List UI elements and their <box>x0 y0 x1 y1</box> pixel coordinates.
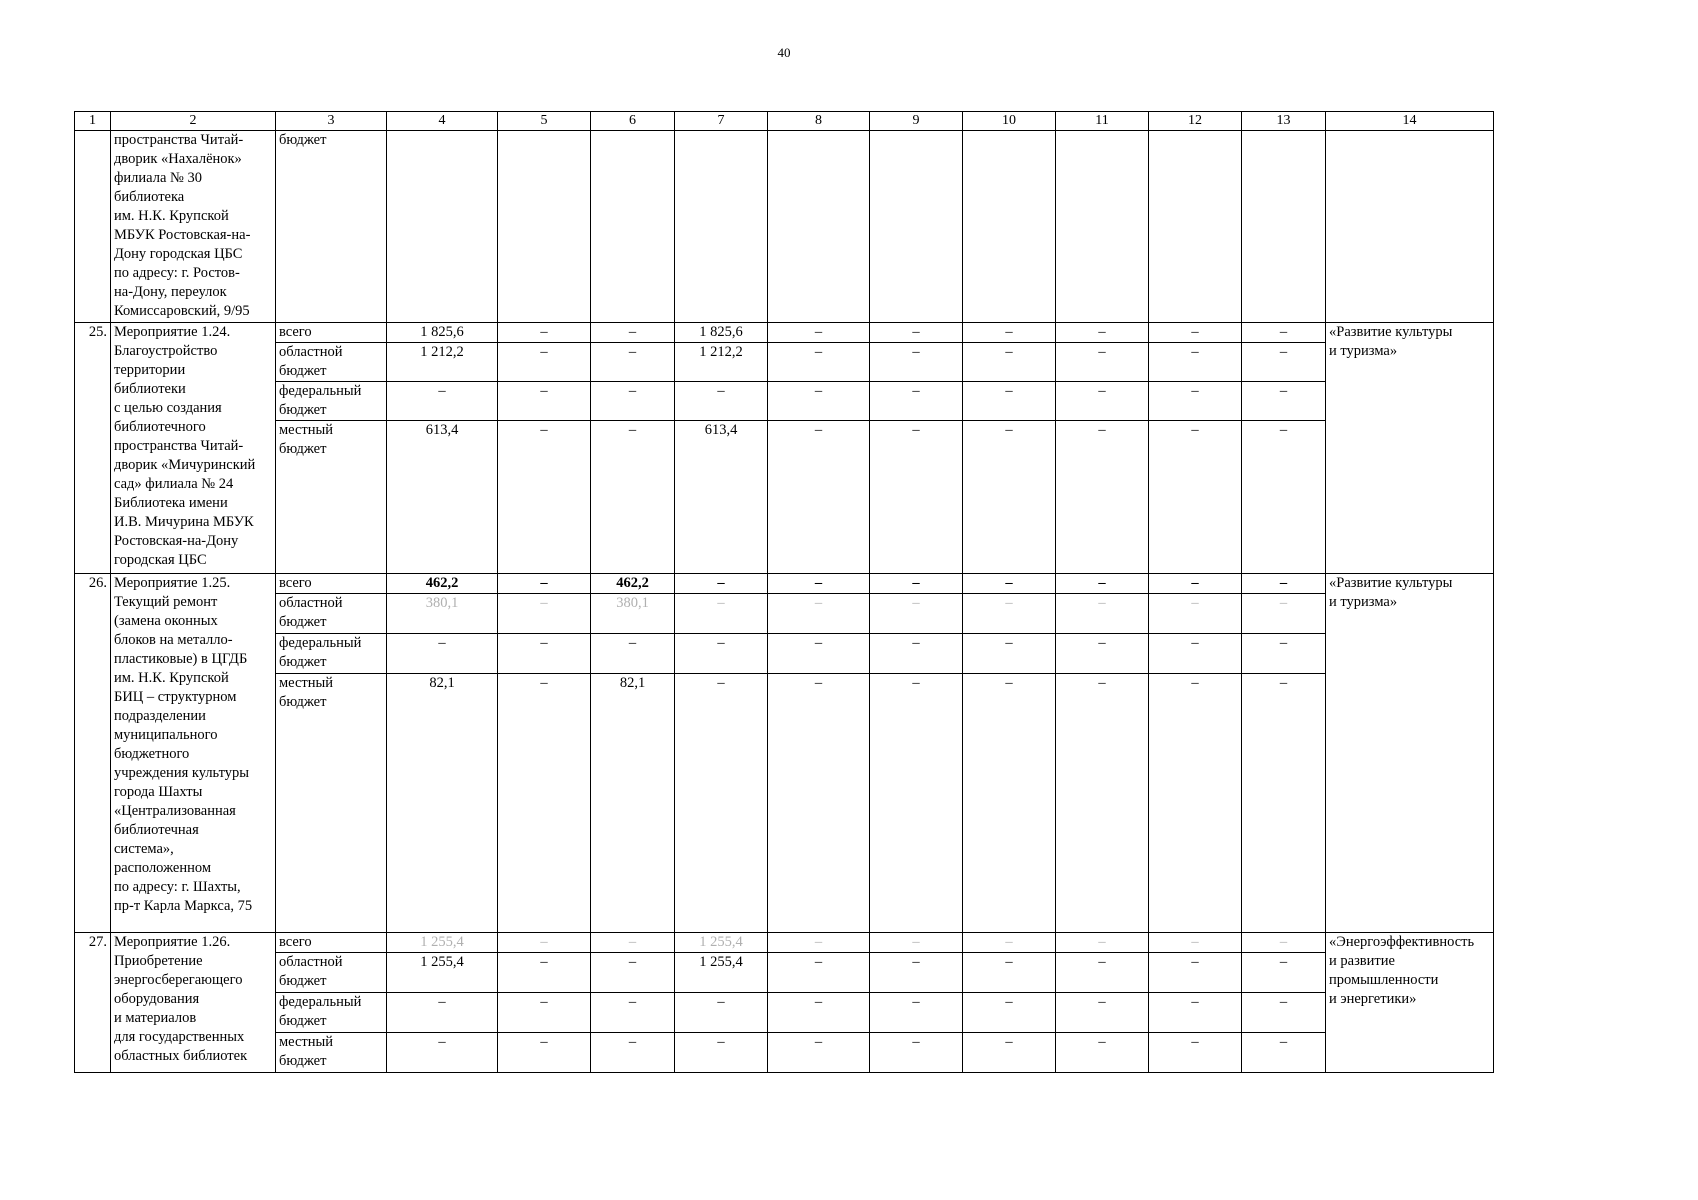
value-cell: – <box>768 993 870 1033</box>
table-row <box>75 421 1494 574</box>
value-cell: – <box>768 594 870 634</box>
value-cell: – <box>768 1033 870 1073</box>
value-cell: – <box>387 382 498 421</box>
funding-source-cell: всего <box>276 574 387 594</box>
value-cell: – <box>870 421 963 574</box>
value-cell: – <box>1149 343 1242 382</box>
funding-source-cell: всего <box>276 933 387 953</box>
value-cell: – <box>1242 1033 1326 1073</box>
value-cell: – <box>870 382 963 421</box>
value-cell: – <box>498 382 591 421</box>
continuation-row <box>75 131 1494 323</box>
program-cell: «Энергоэффективность и развитие промышленности и энергетики» <box>1326 933 1494 1073</box>
value-cell: – <box>768 421 870 574</box>
funding-source-cell: местный бюджет <box>276 674 387 933</box>
value-cell: – <box>1242 323 1326 343</box>
value-cell <box>768 131 870 323</box>
value-cell: – <box>963 323 1056 343</box>
value-cell: – <box>591 953 675 993</box>
value-cell: – <box>675 634 768 674</box>
value-cell: – <box>1242 634 1326 674</box>
value-cell: – <box>1242 594 1326 634</box>
value-cell: – <box>1056 574 1149 594</box>
value-cell <box>1242 131 1326 323</box>
value-cell: – <box>387 1033 498 1073</box>
value-cell: 1 825,6 <box>675 323 768 343</box>
value-cell: 82,1 <box>591 674 675 933</box>
value-cell: – <box>1056 323 1149 343</box>
value-cell: – <box>963 1033 1056 1073</box>
measure-name-cell: пространства Читай- дворик «Нахалёнок» филиала № 30 библиотека им. Н.К. Крупской МБУК Ростовская-на- Дону городская ЦБС по адресу: г. Ростов- на-Дону, переулок Комиссаровский, 9/95 <box>111 131 276 323</box>
value-cell: – <box>675 1033 768 1073</box>
value-cell: – <box>870 323 963 343</box>
value-cell: – <box>1149 594 1242 634</box>
page-number: 40 <box>777 45 791 60</box>
column-header: 13 <box>1242 112 1326 131</box>
table-row <box>75 674 1494 933</box>
value-cell: – <box>498 323 591 343</box>
value-cell: 380,1 <box>591 594 675 634</box>
value-cell: – <box>768 933 870 953</box>
value-cell: – <box>498 674 591 933</box>
value-cell: – <box>1242 343 1326 382</box>
value-cell: – <box>963 343 1056 382</box>
value-cell: – <box>870 674 963 933</box>
value-cell: – <box>1056 421 1149 574</box>
value-cell: – <box>1149 574 1242 594</box>
value-cell: – <box>591 323 675 343</box>
value-cell: – <box>498 953 591 993</box>
value-cell: – <box>870 634 963 674</box>
column-header: 6 <box>591 112 675 131</box>
value-cell: – <box>675 574 768 594</box>
value-cell <box>1056 131 1149 323</box>
value-cell: – <box>963 634 1056 674</box>
value-cell: – <box>870 953 963 993</box>
value-cell: – <box>768 574 870 594</box>
value-cell: – <box>675 993 768 1033</box>
value-cell: – <box>1149 421 1242 574</box>
value-cell: – <box>387 634 498 674</box>
value-cell: – <box>1149 993 1242 1033</box>
value-cell: – <box>963 674 1056 933</box>
value-cell: – <box>870 993 963 1033</box>
table-row <box>75 574 1494 594</box>
funding-source-cell: местный бюджет <box>276 421 387 574</box>
value-cell: – <box>591 421 675 574</box>
column-header: 5 <box>498 112 591 131</box>
value-cell <box>387 131 498 323</box>
value-cell: – <box>963 933 1056 953</box>
value-cell: – <box>1242 674 1326 933</box>
funding-source-cell: федеральный бюджет <box>276 993 387 1033</box>
table-row <box>75 382 1494 421</box>
row-number-cell: 25. <box>75 323 111 574</box>
funding-source-cell: местный бюджет <box>276 1033 387 1073</box>
column-header: 8 <box>768 112 870 131</box>
value-cell: – <box>963 594 1056 634</box>
value-cell: 462,2 <box>591 574 675 594</box>
value-cell: – <box>387 993 498 1033</box>
value-cell: – <box>1242 421 1326 574</box>
funding-source-cell: областной бюджет <box>276 594 387 634</box>
value-cell: – <box>1242 574 1326 594</box>
value-cell <box>963 131 1056 323</box>
funding-source-cell: всего <box>276 323 387 343</box>
value-cell: 1 255,4 <box>675 933 768 953</box>
value-cell: 1 255,4 <box>387 933 498 953</box>
measure-name-cell: Мероприятие 1.25. Текущий ремонт (замена оконных блоков на металло- пластиковые) в ЦГДБ им. Н.К. Крупской БИЦ – структурном подразделении муниципального бюджетного учреждения культуры города Шахты «Централизованная библиотечная система», расположенном по адресу: г. Шахты, пр-т Карла Маркса, 75 <box>111 574 276 933</box>
value-cell: – <box>1149 953 1242 993</box>
table-row <box>75 634 1494 674</box>
value-cell: – <box>498 993 591 1033</box>
value-cell: 82,1 <box>387 674 498 933</box>
table-row <box>75 594 1494 634</box>
funding-source-cell: областной бюджет <box>276 343 387 382</box>
value-cell: – <box>591 1033 675 1073</box>
value-cell: – <box>870 933 963 953</box>
value-cell: 462,2 <box>387 574 498 594</box>
column-header: 4 <box>387 112 498 131</box>
value-cell: – <box>1149 1033 1242 1073</box>
table-row <box>75 1033 1494 1073</box>
value-cell: – <box>591 343 675 382</box>
funding-source-cell: бюджет <box>276 131 387 323</box>
value-cell: – <box>675 594 768 634</box>
table-row <box>75 933 1494 953</box>
value-cell: – <box>498 634 591 674</box>
value-cell <box>591 131 675 323</box>
value-cell: – <box>963 953 1056 993</box>
value-cell: – <box>1242 382 1326 421</box>
value-cell: 1 212,2 <box>387 343 498 382</box>
value-cell: – <box>1056 674 1149 933</box>
value-cell: – <box>768 953 870 993</box>
value-cell: – <box>870 574 963 594</box>
column-header: 12 <box>1149 112 1242 131</box>
value-cell: – <box>768 382 870 421</box>
value-cell: – <box>498 421 591 574</box>
measure-name-cell: Мероприятие 1.24. Благоустройство территории библиотеки с целью создания библиотечного пространства Читай- дворик «Мичуринский сад» филиала № 24 Библиотека имени И.В. Мичурина МБУК Ростовская-на-Дону городская ЦБС <box>111 323 276 574</box>
program-cell: «Развитие культуры и туризма» <box>1326 323 1494 574</box>
value-cell: – <box>1242 993 1326 1033</box>
column-header: 10 <box>963 112 1056 131</box>
value-cell: – <box>768 323 870 343</box>
program-cell: «Развитие культуры и туризма» <box>1326 574 1494 933</box>
value-cell: – <box>675 674 768 933</box>
value-cell: – <box>1056 1033 1149 1073</box>
value-cell: – <box>591 993 675 1033</box>
value-cell: – <box>1056 382 1149 421</box>
value-cell: 613,4 <box>387 421 498 574</box>
value-cell: 1 255,4 <box>675 953 768 993</box>
value-cell: – <box>1056 953 1149 993</box>
value-cell: – <box>963 574 1056 594</box>
value-cell: – <box>591 933 675 953</box>
value-cell: – <box>870 1033 963 1073</box>
measure-name-cell: Мероприятие 1.26. Приобретение энергосберегающего оборудования и материалов для государственных областных библиотек <box>111 933 276 1073</box>
value-cell: 1 212,2 <box>675 343 768 382</box>
value-cell: – <box>1056 343 1149 382</box>
table-row <box>75 343 1494 382</box>
column-header: 3 <box>276 112 387 131</box>
row-number-cell: 27. <box>75 933 111 1073</box>
value-cell: – <box>768 343 870 382</box>
column-header: 9 <box>870 112 963 131</box>
table-row <box>75 323 1494 343</box>
value-cell <box>1149 131 1242 323</box>
value-cell: – <box>498 1033 591 1073</box>
value-cell: – <box>963 382 1056 421</box>
value-cell: – <box>498 343 591 382</box>
value-cell: – <box>768 634 870 674</box>
value-cell: – <box>1149 382 1242 421</box>
column-header: 7 <box>675 112 768 131</box>
value-cell: – <box>1149 674 1242 933</box>
column-header: 1 <box>75 112 111 131</box>
value-cell <box>675 131 768 323</box>
value-cell: – <box>591 382 675 421</box>
value-cell <box>870 131 963 323</box>
value-cell: – <box>1056 993 1149 1033</box>
value-cell: 380,1 <box>387 594 498 634</box>
value-cell: – <box>591 634 675 674</box>
value-cell: – <box>1056 634 1149 674</box>
value-cell: – <box>1149 933 1242 953</box>
header-row <box>75 112 1494 131</box>
budget-table <box>74 111 1494 1073</box>
value-cell: – <box>1242 953 1326 993</box>
value-cell: – <box>870 343 963 382</box>
funding-source-cell: федеральный бюджет <box>276 382 387 421</box>
value-cell: – <box>1149 323 1242 343</box>
column-header: 2 <box>111 112 276 131</box>
table-row <box>75 993 1494 1033</box>
table-row <box>75 953 1494 993</box>
value-cell: – <box>498 574 591 594</box>
value-cell: – <box>1056 594 1149 634</box>
value-cell: – <box>963 993 1056 1033</box>
funding-source-cell: областной бюджет <box>276 953 387 993</box>
funding-source-cell: федеральный бюджет <box>276 634 387 674</box>
row-number-cell: 26. <box>75 574 111 933</box>
value-cell: – <box>498 933 591 953</box>
value-cell: – <box>963 421 1056 574</box>
value-cell: – <box>768 674 870 933</box>
row-number-cell <box>75 131 111 323</box>
value-cell: – <box>1242 933 1326 953</box>
value-cell: – <box>675 382 768 421</box>
value-cell: – <box>1056 933 1149 953</box>
value-cell: – <box>498 594 591 634</box>
column-header: 14 <box>1326 112 1494 131</box>
value-cell: – <box>870 594 963 634</box>
value-cell <box>498 131 591 323</box>
value-cell: 613,4 <box>675 421 768 574</box>
value-cell <box>1326 131 1494 323</box>
column-header: 11 <box>1056 112 1149 131</box>
value-cell: 1 825,6 <box>387 323 498 343</box>
value-cell: – <box>1149 634 1242 674</box>
value-cell: 1 255,4 <box>387 953 498 993</box>
